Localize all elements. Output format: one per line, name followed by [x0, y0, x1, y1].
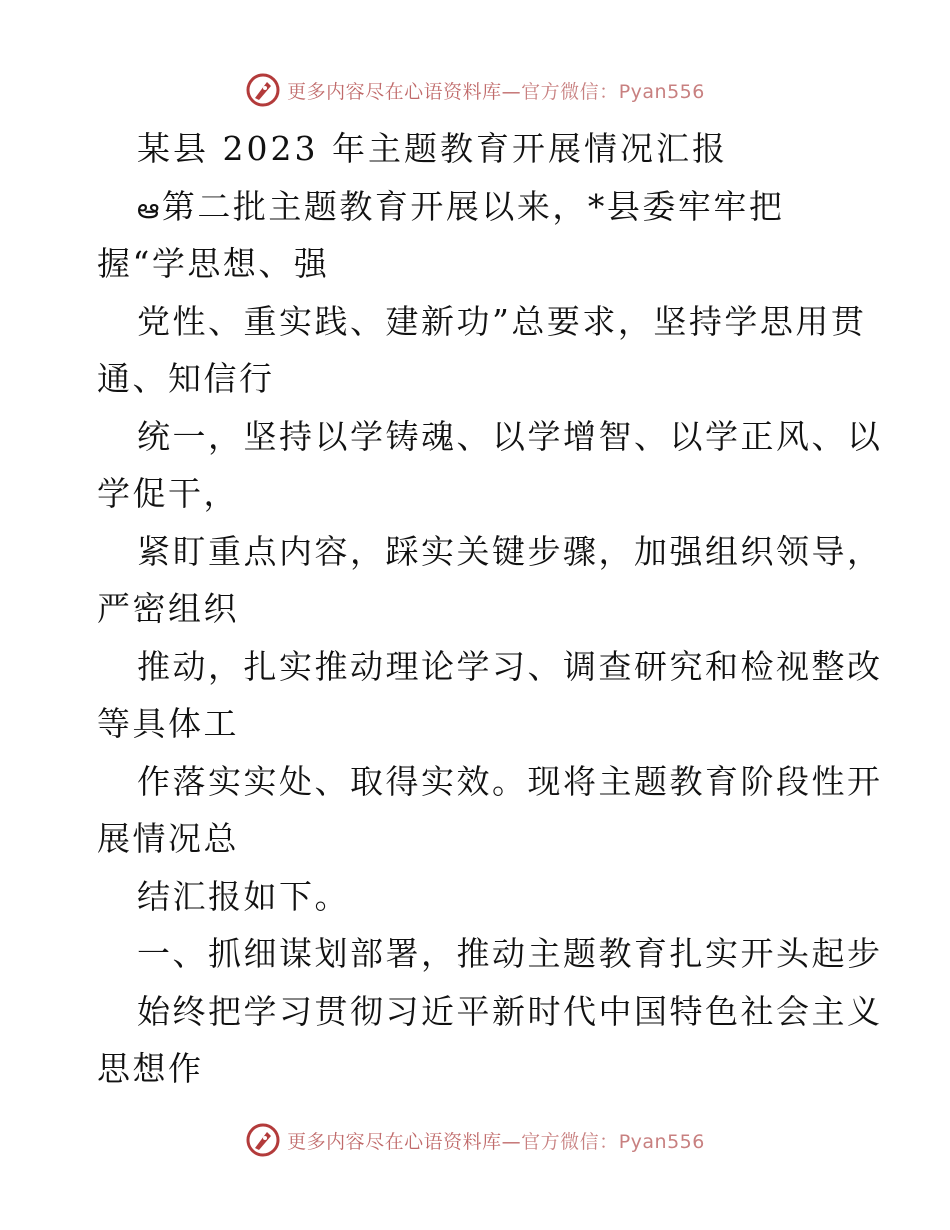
document-title: 某县 2023 年主题教育开展情况汇报	[137, 129, 728, 168]
document-page	[97, 120, 883, 1098]
paragraph-line: 作落实实处、取得实效。现将主题教育阶段性开	[137, 761, 883, 801]
paragraph-line: 紧盯重点内容，踩实关键步骤，加强组织领导，	[137, 531, 883, 571]
banner-wechat-id: Pyan556	[618, 1130, 705, 1153]
section-heading: 一、抓细谋划部署，推动主题教育扎实开头起步	[137, 934, 883, 973]
banner-main-text: 更多内容尽在心语资料库	[287, 80, 502, 103]
banner-text	[287, 77, 705, 104]
banner-main-text: 更多内容尽在心语资料库	[287, 1130, 502, 1153]
paragraph-line: 始终把学习贯彻习近平新时代中国特色社会主义	[137, 991, 883, 1031]
paragraph-line: 学促干，	[97, 474, 239, 513]
paragraph-line: 思想作	[97, 1049, 204, 1088]
pen-nib-logo-icon	[245, 72, 281, 108]
paragraph-line-text: 第二批主题教育开展以来，*县委牢牢把	[161, 186, 785, 226]
banner-wechat-label: 官方微信：	[521, 80, 619, 103]
banner-text	[287, 1127, 705, 1154]
paragraph-line: 结汇报如下。	[137, 876, 350, 916]
banner-wechat-label: 官方微信：	[521, 1130, 619, 1153]
paragraph-line: 通、知信行	[97, 359, 275, 398]
paragraph-line: 推动，扎实推动理论学习、调查研究和检视整改	[137, 646, 883, 686]
paragraph-line: 等具体工	[97, 704, 239, 743]
paragraph-line: 党性、重实践、建新功”总要求，坚持学思用贯	[137, 301, 867, 341]
banner-wechat-id: Pyan556	[618, 80, 705, 103]
pen-nib-logo-icon	[245, 1122, 281, 1158]
decorative-glyph: ఆ	[137, 191, 162, 225]
paragraph-line: 统一，坚持以学铸魂、以学增智、以学正风、以	[137, 416, 883, 456]
banner-separator: —	[501, 80, 522, 103]
banner-separator: —	[501, 1130, 522, 1153]
paragraph-line: 严密组织	[97, 589, 239, 628]
paragraph-line: 握“学思想、强	[97, 244, 330, 283]
paragraph-line	[97, 178, 857, 236]
paragraph-line: 展情况总	[97, 819, 239, 858]
footer-banner	[0, 1120, 950, 1160]
header-banner	[0, 70, 950, 110]
